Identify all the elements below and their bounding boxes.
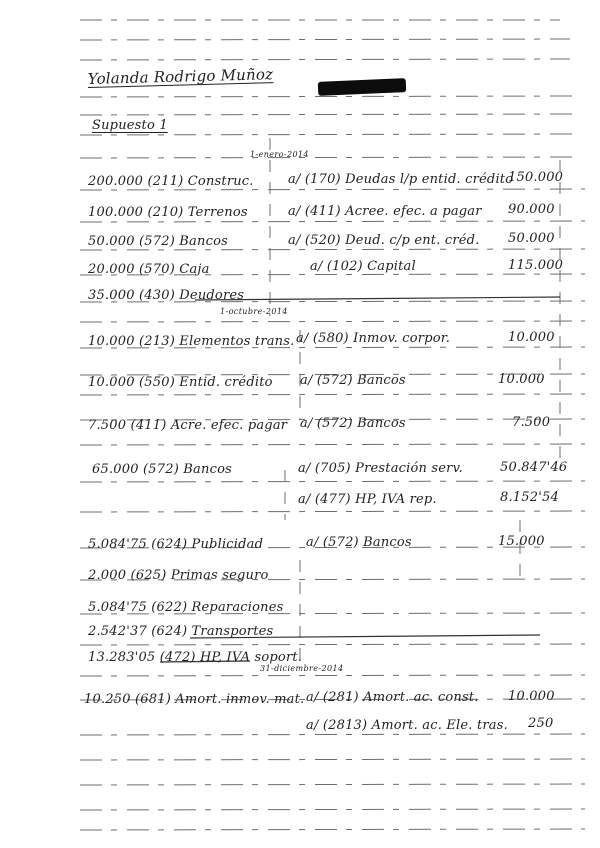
entry-debit: 13.283'05 (472) HP, IVA soport. (88, 650, 303, 665)
date-label: 1-enero-2014 (250, 150, 309, 159)
entry-credit: a/ (580) Inmov. corpor. (296, 331, 451, 346)
entry-debit: 2.542'37 (624) Transportes (88, 624, 274, 639)
entry-debit: 100.000 (210) Terrenos (88, 205, 248, 220)
entry-amount: 10.000 (508, 689, 555, 704)
entry-amount: 7.500 (512, 415, 551, 430)
entry-amount: 150.000 (508, 170, 564, 185)
entry-debit: 10.000 (213) Elementos trans. (88, 334, 295, 349)
entry-credit: a/ (572) Bancos (300, 416, 406, 431)
entry-debit: 5.084'75 (624) Publicidad (88, 537, 264, 552)
entry-credit: a/ (477) HP, IVA rep. (298, 492, 437, 507)
entry-amount: 8.152'54 (500, 490, 559, 505)
exercise-heading: Supuesto 1 (92, 118, 168, 133)
entry-amount: 50.000 (508, 231, 555, 246)
entry-credit: a/ (705) Prestación serv. (298, 461, 463, 476)
entry-amount: 10.000 (498, 372, 545, 387)
entry-amount: 115.000 (508, 258, 564, 273)
entry-debit: 2.000 (625) Primas seguro (88, 568, 269, 583)
date-label: 1-octubre-2014 (220, 307, 288, 316)
entry-credit: a/ (2813) Amort. ac. Ele. tras. (306, 718, 508, 733)
entry-debit: 10.000 (550) Entid. crédito (88, 375, 273, 390)
author-name: Yolanda Rodrigo Muñoz (87, 65, 274, 88)
entry-credit: a/ (572) Bancos (300, 373, 406, 388)
entry-debit: 200.000 (211) Construc. (88, 174, 254, 189)
entry-amount: 15.000 (498, 534, 545, 549)
entry-debit: 65.000 (572) Bancos (92, 462, 232, 477)
entry-credit: a/ (281) Amort. ac. const. (306, 690, 479, 705)
entry-credit: a/ (102) Capital (310, 259, 416, 274)
entry-amount: 50.847'46 (500, 460, 568, 475)
entry-debit: 5.084'75 (622) Reparaciones (88, 600, 284, 615)
entry-debit: 50.000 (572) Bancos (88, 234, 228, 249)
entry-debit: 7.500 (411) Acre. efec. pagar (88, 418, 288, 433)
entry-amount: 10.000 (508, 330, 555, 345)
entry-credit: a/ (411) Acree. efec. a pagar (288, 204, 482, 219)
entry-credit: a/ (520) Deud. c/p ent. créd. (288, 233, 480, 248)
entry-debit: 20.000 (570) Caja (88, 262, 210, 277)
entry-credit: a/ (170) Deudas l/p entid. crédito (288, 172, 514, 187)
entry-amount: 90.000 (508, 202, 555, 217)
entry-debit: 35.000 (430) Deudores (88, 288, 245, 303)
entry-amount: 250 (528, 716, 554, 731)
date-label: 31-diciembre-2014 (260, 664, 344, 673)
entry-credit: a/ (572) Bancos (306, 535, 412, 550)
entry-debit: 10.250 (681) Amort. inmov. mat. (84, 692, 305, 707)
